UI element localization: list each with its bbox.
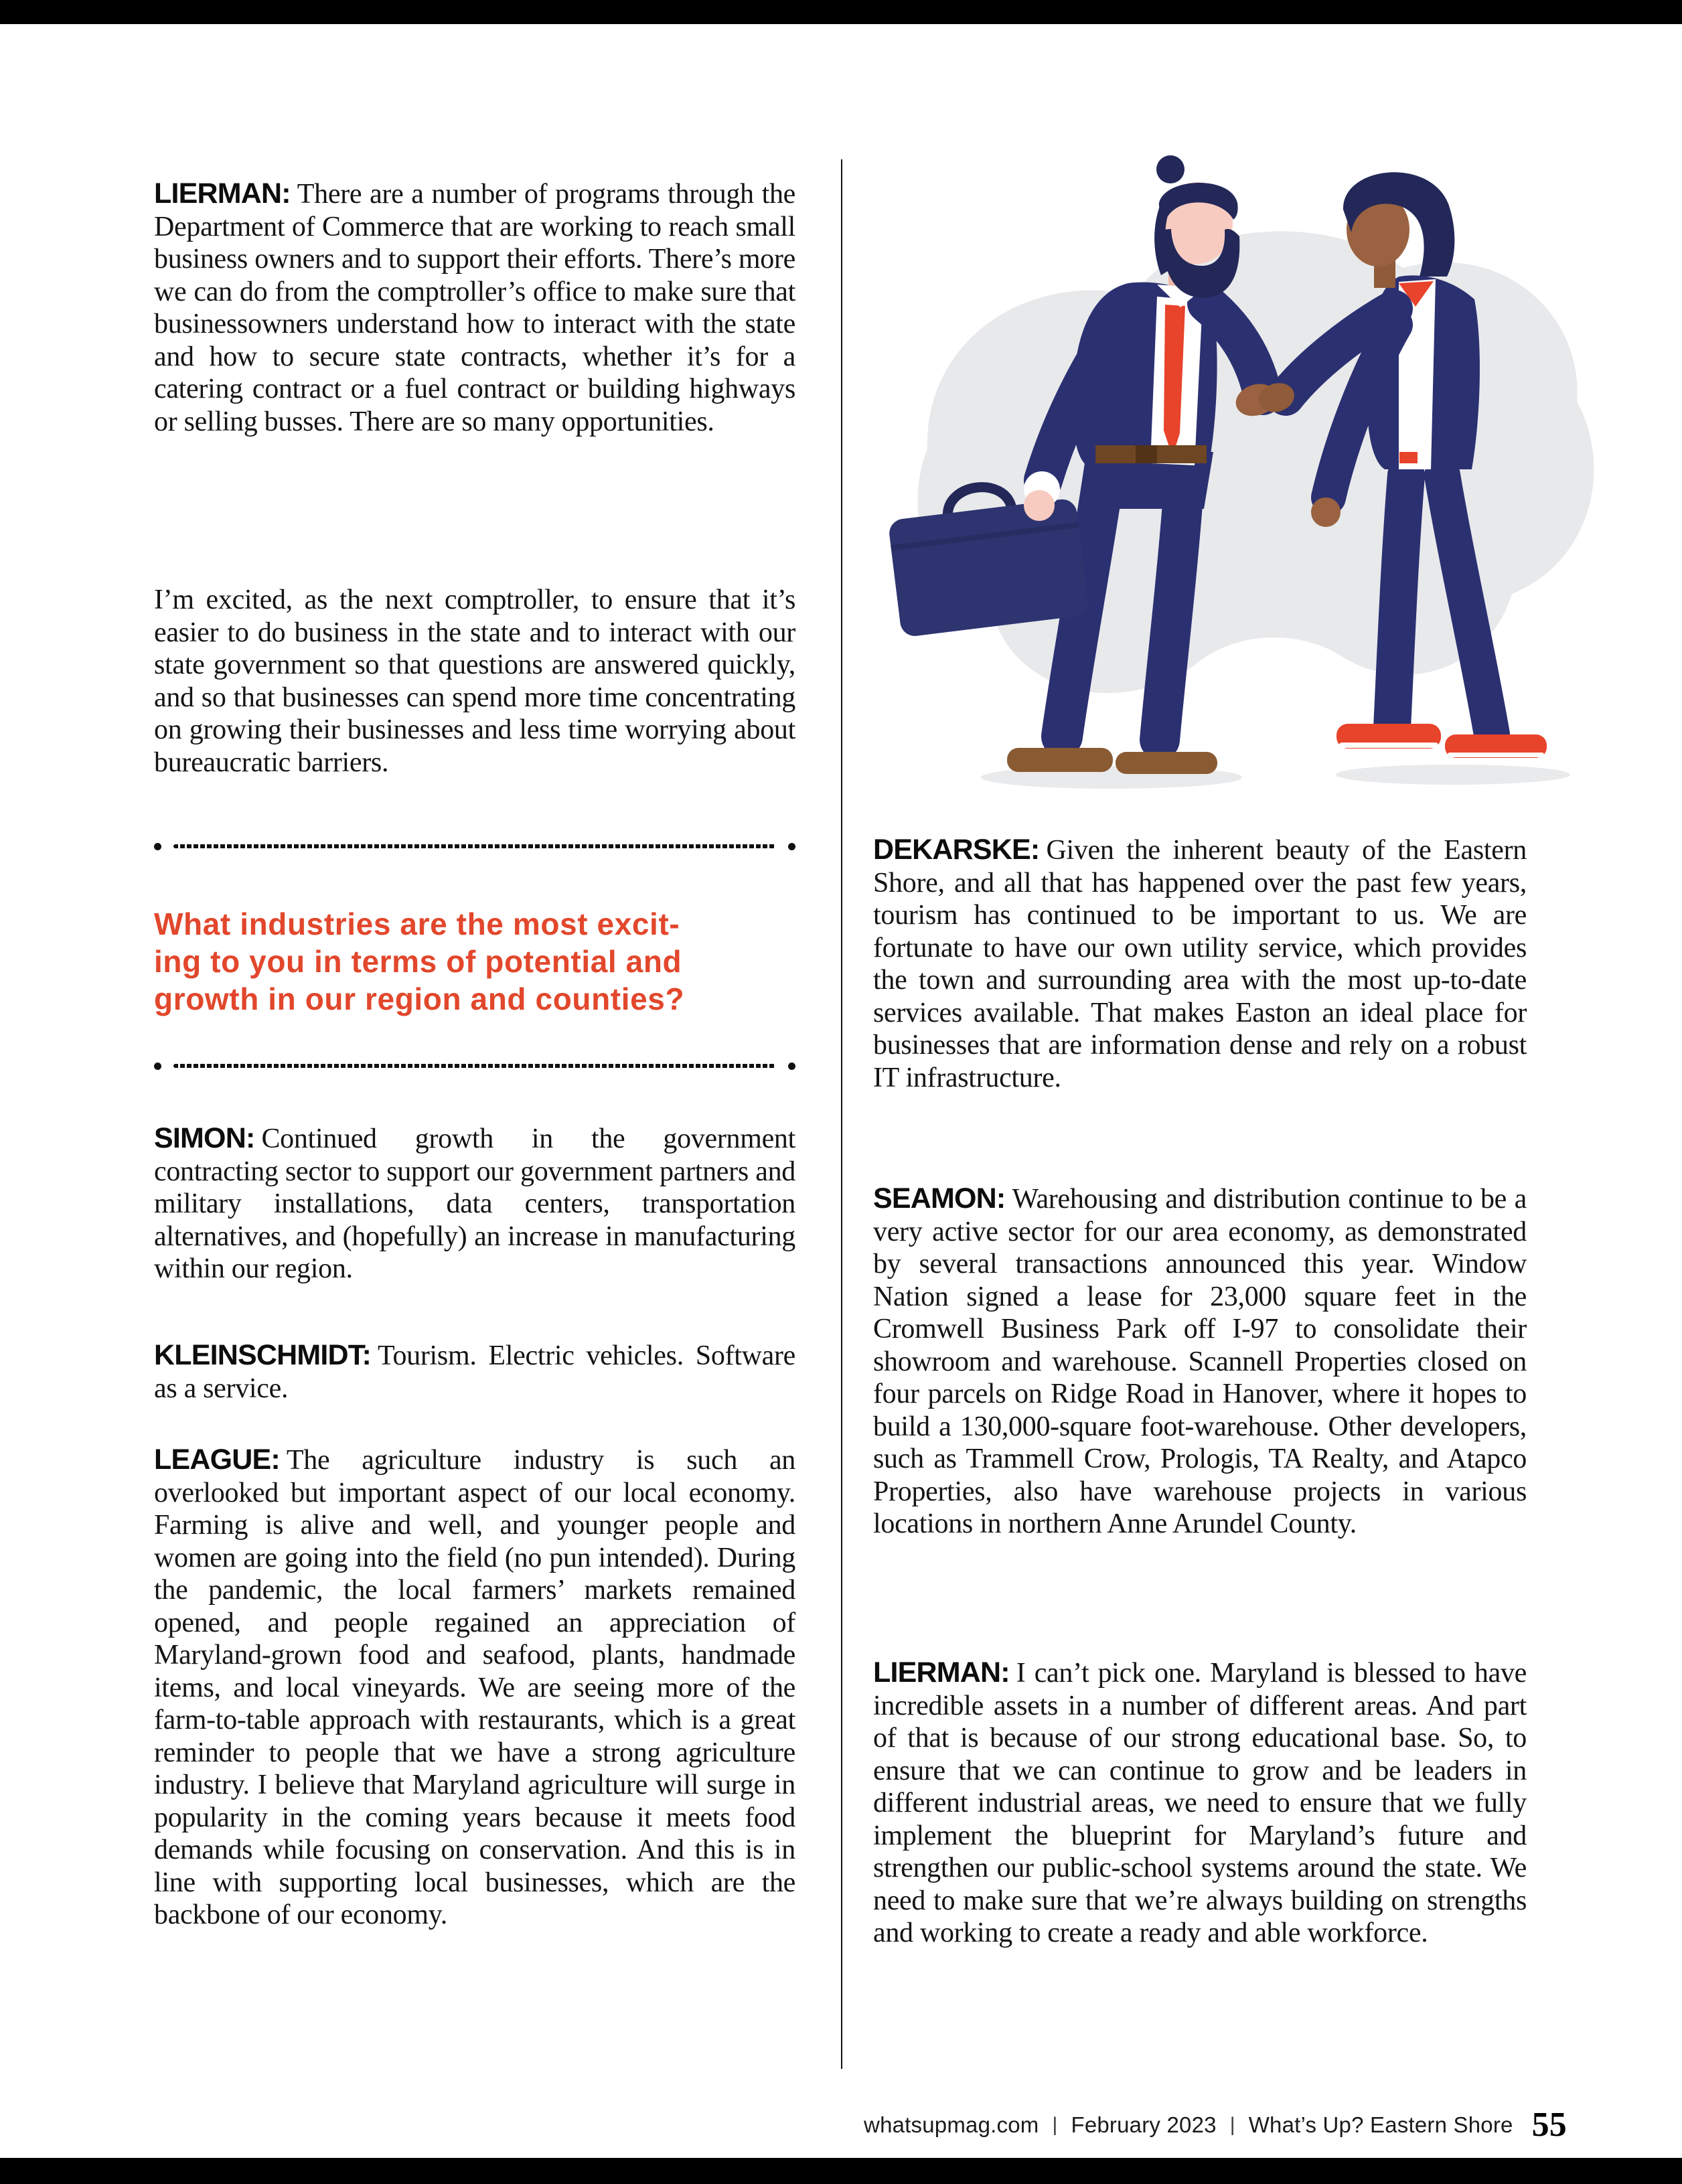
woman-waist-detail xyxy=(1399,452,1418,463)
divider-dot-right xyxy=(788,843,795,850)
paragraph-text: I’m excited, as the next comptroller, to ensure that it’s easier to do business in the state and to interact with our state government so that questions are answered quickly, and so that businesses can spend more time concentrating on growing their businesses and less time worrying about bureaucratic barriers. xyxy=(154,584,795,778)
page-footer xyxy=(864,2106,1567,2144)
paragraph-simon-wrap xyxy=(154,1122,795,1285)
man-hand xyxy=(1024,490,1055,521)
paragraph-lierman-2-wrap xyxy=(154,584,795,779)
woman-shadow xyxy=(1336,765,1570,785)
column-divider-rule xyxy=(841,159,842,2069)
blob-background xyxy=(917,231,1594,693)
paragraph-lierman-3 xyxy=(873,1656,1527,1950)
question-line-1: What industries are the most excit- xyxy=(154,907,680,941)
paragraph-text: Given the inherent beauty of the Eastern Shore, and all that has happened over the past few years, tourism has continued to be important to us. We are fortunate to have our own utility service, which provides the town and surrounding area with the most up-to-date services available. That makes Easton an ideal place for businesses that are information dense and rely on a robust IT infrastructure. xyxy=(873,835,1527,1093)
footer-site: whatsupmag.com xyxy=(864,2112,1039,2137)
paragraph-seamon xyxy=(873,1182,1527,1541)
woman-shoe xyxy=(1445,734,1547,758)
footer-separator: | xyxy=(1229,2114,1235,2136)
paragraph-league-wrap xyxy=(154,1444,795,1932)
woman-hand xyxy=(1311,497,1341,527)
paragraph-league xyxy=(154,1444,795,1932)
speaker-label: DEKARSKE: xyxy=(873,834,1040,866)
paragraph-text: Continued growth in the government contracting sector to support our government partners and military installations, data centers, transportation alternatives, and (hopefully) an increase in manufacturing within our region. xyxy=(154,1123,795,1284)
paragraph-text: There are a number of programs through the Department of Commerce that are working to reach small business owners and to support their efforts. There’s more we can do from the comptroller’s office to make sure that businessowners understand how to interact with the state and how to secure state contracts, whether it’s for a catering contract or a fuel contract or building highways or selling busses. There are so many opportunities. xyxy=(154,179,795,437)
paragraph-text: Warehousing and distribution continue to be a very active sector for our area economy, as demonstrated by several transactions announced this year. Window Nation signed a lease for 23,000 square feet in the Cromwell Business Park off I-97 to consolidate their showroom and warehouse. Scannell Properties closed on four parcels on Ridge Road in Hanover, where it hopes to build a 130,000-square foot-warehouse. Other developers, such as Trammell Crow, Prologis, TA Realty, and Atapco Properties, also have warehouse projects in various locations in northern Anne Arundel County. xyxy=(873,1184,1527,1539)
question-heading xyxy=(154,905,795,1018)
page-number: 55 xyxy=(1531,2106,1567,2144)
man-hair-bun xyxy=(1156,155,1184,183)
question-line-2: ing to you in terms of potential and xyxy=(154,944,682,979)
divider-dot-left xyxy=(154,843,161,850)
paragraph-dekarske xyxy=(873,834,1527,1094)
paragraph-text: The agriculture industry is such an overlooked but important aspect of our local economy. Farming is alive and well, and younger people and women are going into the field (no pun intended). During the pandemic, the local farmers’ markets remained opened, and people regained an appreciation of Maryland-grown food and seafood, plants, handmade items, and local vineyards. We are seeing more of the farm-to-table approach with restaurants, which is a great reminder to people that we have a strong agriculture industry. I believe that Maryland agriculture will surge in popularity in the coming years because it meets food demands while focusing on conservation. And this is in line with supporting local businesses, which are the backbone of our economy. xyxy=(154,1445,795,1930)
speaker-label: SEAMON: xyxy=(873,1182,1006,1215)
dotted-divider-bottom xyxy=(154,1062,795,1070)
paragraph-simon xyxy=(154,1122,795,1285)
speaker-label: SIMON: xyxy=(154,1122,255,1154)
speaker-label: LIERMAN: xyxy=(154,177,291,210)
man-shoe xyxy=(1007,748,1113,772)
paragraph-text: I can’t pick one. Maryland is blessed to have incredible assets in a number of different areas. And part of that is because of our strong educational base. So, to ensure that we can continue to grow and be leaders in different industrial areas, we need to ensure that we fully implement the blueprint for Maryland’s future and strengthen our public-school systems around the state. We need to make sure that we’re always building on strengths and working to create a ready and able workforce. xyxy=(873,1658,1527,1948)
footer-publication: What’s Up? Eastern Shore xyxy=(1248,2112,1513,2137)
speaker-label: KLEINSCHMIDT: xyxy=(154,1339,372,1371)
left-column xyxy=(154,177,795,438)
woman-shoe xyxy=(1336,724,1441,749)
paragraph-lierman-3-wrap xyxy=(873,1656,1527,1950)
divider-dotted-line xyxy=(173,844,776,848)
divider-dotted-line xyxy=(173,1064,776,1068)
business-handshake-illustration xyxy=(864,131,1614,800)
paragraph-lierman-1 xyxy=(154,177,795,438)
paragraph-text: Tourism. Electric vehicles. Software as a service. xyxy=(154,1340,795,1404)
dotted-divider-top xyxy=(154,842,795,850)
man-shoe xyxy=(1116,752,1217,774)
top-black-bar xyxy=(0,0,1682,24)
question-line-3: growth in our region and counties? xyxy=(154,982,685,1016)
footer-issue: February 2023 xyxy=(1071,2112,1217,2137)
divider-dot-left xyxy=(154,1063,161,1070)
speaker-label: LEAGUE: xyxy=(154,1444,280,1476)
speaker-label: LIERMAN: xyxy=(873,1656,1010,1689)
paragraph-seamon-wrap xyxy=(873,1182,1527,1541)
paragraph-kleinschmidt xyxy=(154,1339,795,1405)
paragraph-lierman-2 xyxy=(154,584,795,779)
divider-dot-right xyxy=(788,1063,795,1070)
paragraph-kleinschmidt-wrap xyxy=(154,1339,795,1405)
right-column xyxy=(873,834,1527,1094)
footer-separator: | xyxy=(1052,2114,1058,2136)
bottom-black-bar xyxy=(0,2158,1682,2184)
